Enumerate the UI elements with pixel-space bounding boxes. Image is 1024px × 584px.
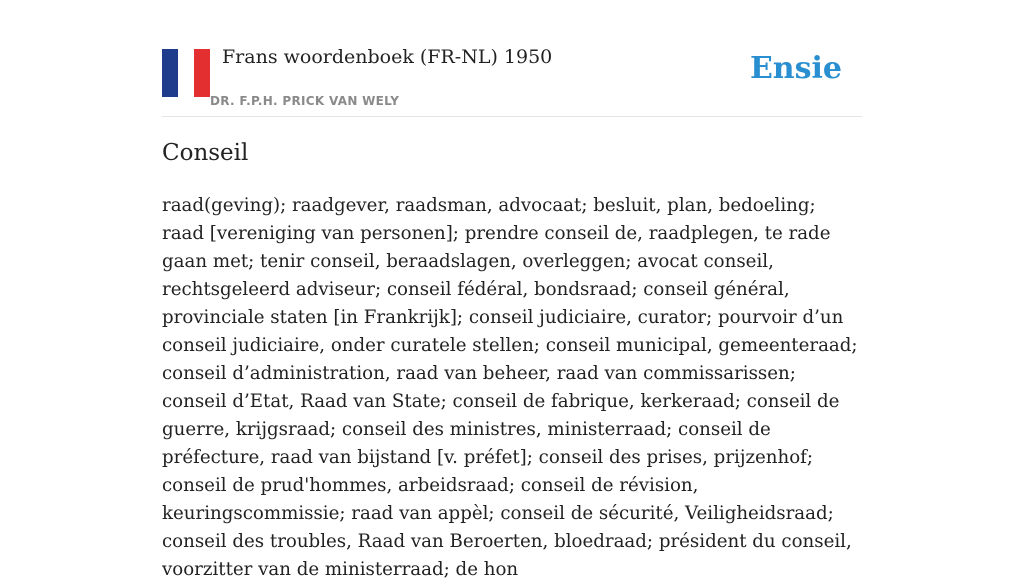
dictionary-header: [162, 40, 862, 117]
entry-definition: raad(geving); raadgever, raadsman, advocaat; besluit, plan, bedoeling; raad [vereniging van personen]; prendre conseil de, raadplegen, te rade gaan met; tenir conseil, beraadslagen, overleggen; avocat conseil, rechtsgeleerd adviseur; conseil fédéral, bondsraad; conseil général, provinciale staten [in Frankrijk]; conseil judiciaire, curator; pourvoir d’un conseil judiciaire, onder curatele stellen; conseil municipal, gemeenteraad; conseil d’administration, raad van beheer, raad van commissarissen; conseil d’Etat, Raad van State; conseil de fabrique, kerkeraad; conseil de guerre, krijgsraad; conseil des ministres, ministerraad; conseil de préfecture, raad van bijstand [v. préfet]; conseil des prises, prijzenhof; conseil de prud'hommes, arbeidsraad; conseil de révision, keuringscommissie; raad van appèl; conseil de sécurité, Veiligheidsraad; conseil des troubles, Raad van Beroerten, bloedraad; président du conseil, voorzitter van de ministerraad; de hon: [162, 195, 858, 580]
brand-logo[interactable]: Ensie: [749, 51, 842, 86]
entry-title: Conseil: [162, 140, 249, 166]
dictionary-title[interactable]: Frans woordenboek (FR-NL) 1950: [222, 46, 553, 68]
france-flag-icon: [162, 49, 210, 97]
dictionary-author: DR. F.P.H. PRICK VAN WELY: [210, 94, 400, 108]
